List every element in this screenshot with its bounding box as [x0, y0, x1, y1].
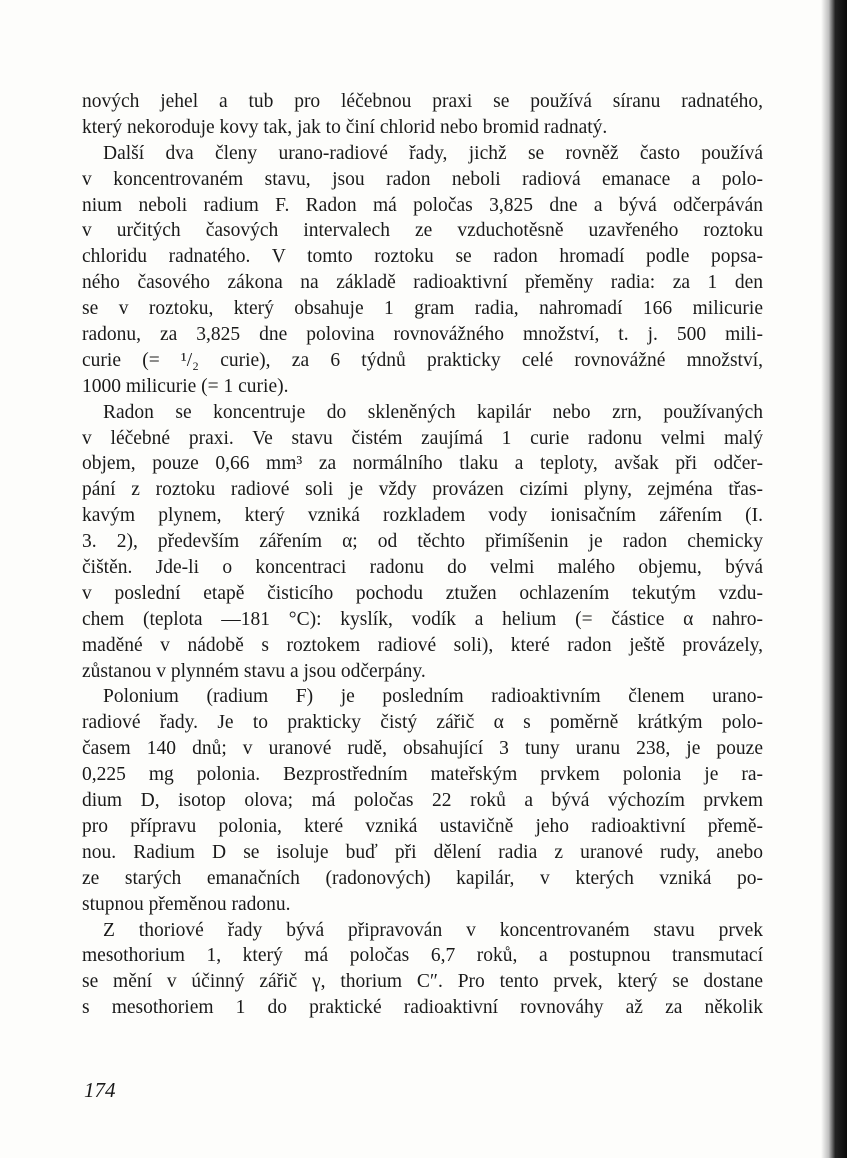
text-line: ze starých emanačních (radonových) kapilár, v kterých vzniká po- — [82, 867, 763, 889]
text-line: se v roztoku, který obsahuje 1 gram radia, nahromadí 166 milicurie — [82, 298, 763, 320]
paragraph — [82, 400, 763, 685]
text-line: v poslední etapě čisticího pochodu ztužen ochlazením tekutým vzdu- — [82, 582, 763, 604]
paragraph — [82, 89, 763, 141]
text-line: s mesothoriem 1 do praktické radioaktivní rovnováhy až za několik — [82, 997, 763, 1019]
text-line: který nekoroduje kovy tak, jak to činí chlorid nebo bromid radnatý. — [82, 116, 608, 138]
text-line: chloridu radnatého. V tomto roztoku se radon hromadí podle popsa- — [82, 246, 763, 268]
text-line: 0,225 mg polonia. Bezprostředním mateřským prvkem polonia je ra- — [82, 764, 763, 786]
text-line: nium neboli radium F. Radon má poločas 3,825 dne a bývá odčerpáván — [82, 194, 763, 216]
paragraph — [82, 684, 763, 917]
paragraph — [82, 918, 763, 1022]
text-line: ného časového zákona na základě radioaktivní přeměny radia: za 1 den — [82, 272, 763, 294]
text-line: Další dva členy urano-radiové řady, jichž se rovněž často používá — [103, 142, 763, 164]
text-line: pání z roztoku radiové soli je vždy provázen cizími plyny, zejména třas- — [82, 479, 763, 501]
text-line: maděné v nádobě s roztokem radiové soli), které radon ještě provázely, — [82, 634, 763, 656]
text-line: Radon se koncentruje do skleněných kapilár nebo zrn, používaných — [103, 401, 763, 423]
text-line: nových jehel a tub pro léčebnou praxi se používá síranu radnatého, — [82, 91, 763, 112]
text-line: pro přípravu polonia, které vzniká ustavičně jeho radioaktivní přemě- — [82, 815, 763, 837]
text-line: Polonium (radium F) je posledním radioaktivním členem urano- — [103, 686, 763, 708]
text-line: nou. Radium D se isoluje buď při dělení radia z uranové rudy, anebo — [82, 841, 763, 863]
scan-edge-shadow — [821, 0, 847, 1158]
text-line: mesothorium 1, který má poločas 6,7 roků, a postupnou transmutací — [82, 945, 763, 967]
page-body-text — [82, 89, 763, 1021]
text-line: v koncentrovaném stavu, jsou radon neboli radiová emanace a polo- — [82, 168, 763, 190]
text-line: časem 140 dnů; v uranové rudě, obsahující 3 tuny uranu 238, je pouze — [82, 738, 763, 760]
text-line: radiové řady. Je to prakticky čistý zářič α s poměrně krátkým polo- — [82, 712, 763, 734]
paragraph — [82, 141, 763, 400]
page-number: 174 — [84, 1078, 116, 1102]
text-line: chem (teplota —181 °C): kyslík, vodík a helium (= částice α nahro- — [82, 608, 763, 630]
text-line: objem, pouze 0,66 mm³ za normálního tlaku a teploty, avšak při odčer- — [82, 453, 763, 475]
text-line: Z thoriové řady bývá připravován v koncentrovaném stavu prvek — [103, 919, 763, 941]
text-line: curie (= ¹/₂ curie), za 6 týdnů prakticky celé rovnovážné množství, — [82, 349, 763, 371]
text-line: 1000 milicurie (= 1 curie). — [82, 375, 289, 397]
text-line: zůstanou v plynném stavu a jsou odčerpány. — [82, 660, 426, 682]
text-line: dium D, isotop olova; má poločas 22 roků a bývá výchozím prvkem — [82, 790, 763, 812]
text-line: se mění v účinný zářič γ, thorium C″. Pro tento prvek, který se dostane — [82, 971, 763, 993]
text-line: 3. 2), především zářením α; od těchto přimíšenin je radon chemicky — [82, 531, 763, 553]
text-line: stupnou přeměnou radonu. — [82, 893, 291, 915]
text-line: v léčebné praxi. Ve stavu čistém zaujímá 1 curie radonu velmi malý — [82, 427, 763, 449]
text-line: čištěn. Jde-li o koncentraci radonu do velmi malého objemu, bývá — [82, 557, 763, 579]
text-line: v určitých časových intervalech ze vzduchotěsně uzavřeného roztoku — [82, 220, 763, 242]
text-line: kavým plynem, který vzniká rozkladem vody ionisačním zářením (I. — [82, 505, 763, 527]
text-line: radonu, za 3,825 dne polovina rovnovážného množství, t. j. 500 mili- — [82, 324, 763, 346]
